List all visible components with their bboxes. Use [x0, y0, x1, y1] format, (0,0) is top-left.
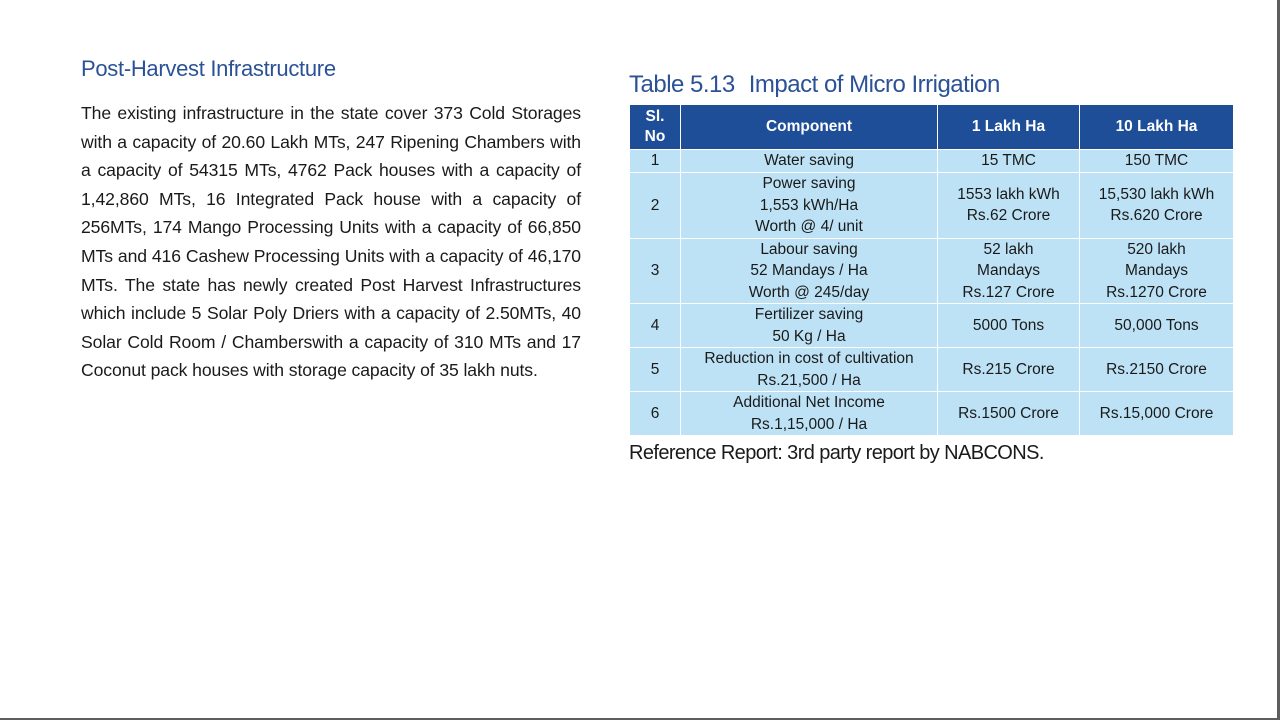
one-lakh-cell	[938, 348, 1080, 392]
one-lakh-cell	[938, 238, 1080, 304]
cell-line: 50,000 Tons	[1114, 316, 1199, 334]
cell-line: Worth @ 245/day	[748, 283, 870, 301]
component-cell	[681, 238, 938, 304]
table-title-text: Impact of Micro Irrigation	[748, 71, 1000, 98]
one-lakh-cell	[938, 304, 1080, 348]
ten-lakh-cell	[1080, 392, 1234, 436]
ten-lakh-cell	[1080, 173, 1234, 239]
cell-line: 150 TMC	[1124, 152, 1189, 170]
table-title	[629, 70, 1233, 100]
header-sl-no-line2: No	[644, 128, 666, 145]
cell-line: Rs.1270 Crore	[1106, 283, 1207, 301]
row-number: 3	[630, 238, 681, 304]
cell-line: Fertilizer saving	[754, 306, 864, 323]
header-component: Component	[681, 105, 938, 150]
cell-line: 50 Kg / Ha	[772, 327, 846, 345]
section-heading: Post-Harvest Infrastructure	[81, 56, 336, 81]
ten-lakh-cell	[1080, 304, 1234, 348]
table-header-row	[630, 105, 1234, 150]
cell-line: Labour saving	[760, 240, 858, 258]
cell-line: Rs.1,15,000 / Ha	[750, 415, 868, 433]
cell-line: Rs.15,000 Crore	[1099, 404, 1214, 422]
row-number: 2	[630, 173, 681, 239]
cell-line: Rs.215 Crore	[962, 360, 1055, 378]
cell-line: Reduction in cost of cultivation	[704, 350, 914, 367]
component-cell	[681, 150, 938, 173]
cell-line: 1,553 kWh/Ha	[759, 196, 859, 214]
header-1-lakh-ha: 1 Lakh Ha	[938, 105, 1080, 150]
table-row	[630, 304, 1234, 348]
cell-line: 1553 lakh kWh	[957, 185, 1060, 203]
cell-line: Rs.127 Crore	[962, 283, 1055, 301]
cell-line: Rs.620 Crore	[1110, 207, 1203, 225]
component-cell	[681, 348, 938, 392]
impact-table	[629, 104, 1234, 436]
table-number: Table 5.13	[629, 71, 735, 98]
component-cell	[681, 392, 938, 436]
table-row	[630, 238, 1234, 304]
cell-line: Rs.1500 Crore	[958, 404, 1059, 422]
cell-line: 52 lakh	[983, 240, 1034, 258]
row-number: 6	[630, 392, 681, 436]
cell-line: Rs.2150 Crore	[1106, 360, 1207, 378]
cell-line: 520 lakh	[1127, 240, 1186, 258]
cell-line: 15 TMC	[981, 152, 1036, 170]
component-cell	[681, 173, 938, 239]
cell-line: Rs.62 Crore	[966, 207, 1051, 225]
cell-line: Mandays	[1125, 262, 1188, 279]
row-number: 4	[630, 304, 681, 348]
one-lakh-cell	[938, 392, 1080, 436]
reference-note: Reference Report: 3rd party report by NABCONS.	[629, 442, 1044, 464]
row-number: 1	[630, 150, 681, 173]
table-row	[630, 392, 1234, 436]
ten-lakh-cell	[1080, 238, 1234, 304]
cell-line: Mandays	[977, 262, 1040, 279]
one-lakh-cell	[938, 173, 1080, 239]
table-row	[630, 348, 1234, 392]
table-row	[630, 173, 1234, 239]
micro-irrigation-section	[629, 70, 1233, 466]
cell-line: Additional Net Income	[733, 394, 885, 411]
cell-line: Water saving	[764, 152, 854, 170]
cell-line: 5000 Tons	[972, 316, 1045, 334]
table-row	[630, 150, 1234, 173]
ten-lakh-cell	[1080, 150, 1234, 173]
post-harvest-section	[81, 55, 581, 385]
header-sl-no-line1: Sl.	[645, 108, 665, 125]
cell-line: Rs.21,500 / Ha	[757, 371, 861, 389]
one-lakh-cell	[938, 150, 1080, 173]
row-number: 5	[630, 348, 681, 392]
component-cell	[681, 304, 938, 348]
cell-line: 15,530 lakh kWh	[1098, 185, 1215, 203]
cell-line: Worth @ 4/ unit	[755, 218, 863, 235]
body-paragraph: The existing infrastructure in the state cover 373 Cold Storages with a capacity of 20.60 Lakh MTs, 247 Ripening Chambers with a capacity of 54315 MTs, 4762 Pack houses with a capacity of 1,42,860 MTs, 16 Integrated Pack house with a capacity of 256MTs, 174 Mango Processing Units with a capacity of 66,850 MTs and 416 Cashew Processing Units with a capacity of 46,170 MTs. The state has newly created Post Harvest Infrastructures which include 5 Solar Poly Driers with a capacity of 2.50MTs, 40 Solar Cold Room / Chamberswith a capacity of 310 MTs and 17 Coconut pack houses with storage capacity of 35 lakh nuts.	[81, 103, 581, 381]
cell-line: Power saving	[762, 175, 856, 192]
ten-lakh-cell	[1080, 348, 1234, 392]
cell-line: 52 Mandays / Ha	[750, 262, 868, 279]
header-10-lakh-ha: 10 Lakh Ha	[1080, 105, 1234, 150]
header-sl-no	[630, 105, 681, 150]
